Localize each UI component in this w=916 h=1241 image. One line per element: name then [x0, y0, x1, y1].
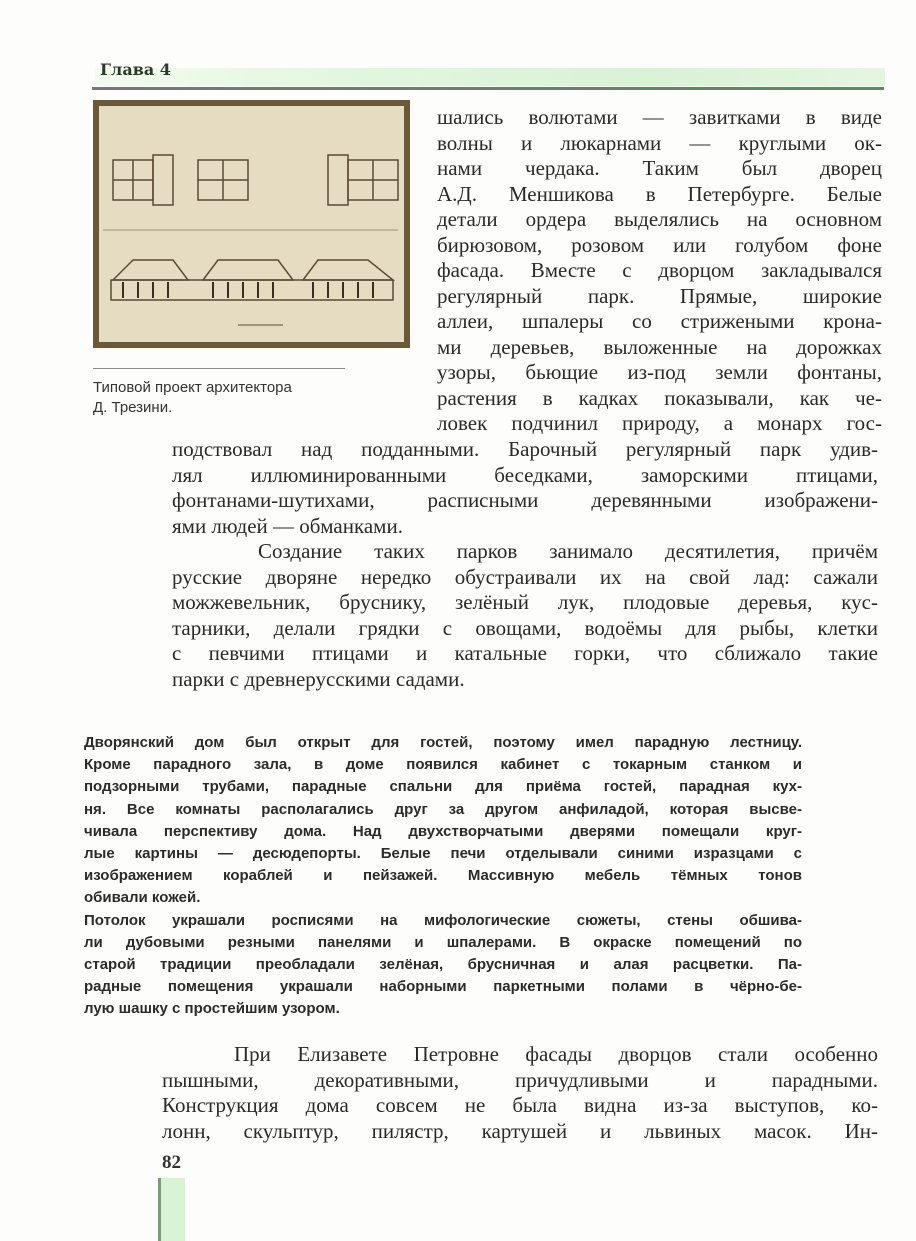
text-line: ня. Все комнаты располагались друг за другом анфиладой, которая высве- — [84, 800, 802, 818]
text-line: ловек подчинил природу, а монарх гос- — [437, 411, 882, 435]
header-band — [95, 68, 885, 86]
caption-rule — [93, 368, 345, 369]
text-line: узоры, бьющие из-под земли фонтаны, — [437, 360, 882, 384]
text-line: изображением кораблей и пейзажей. Массивную мебель тёмных тонов — [84, 867, 802, 885]
text-line: регулярный парк. Прямые, широкие — [437, 283, 882, 308]
text-line: обивали кожей. — [84, 889, 201, 907]
text-line: бирюзовом, розовом или голубом фоне — [437, 232, 882, 257]
text-line: Конструкция дома совсем не была видна из-за выступов, ко- — [162, 1093, 878, 1117]
text-line: растения в кадках показывали, как че- — [437, 385, 882, 410]
text-line: Кроме парадного зала, в доме появился кабинет с токарным станком и — [84, 756, 802, 774]
header-rule — [92, 87, 884, 90]
text-line: лую шашку с простейшим узором. — [84, 1000, 340, 1018]
text-line: пышными, декоративными, причудливыми и парадными. — [162, 1067, 878, 1092]
text-line: старой традиции преобладали зелёная, брусничная и алая расцветки. Па- — [84, 955, 802, 973]
text-line: ями людей — обманками. — [172, 513, 403, 538]
text-line: Дворянский дом был открыт для гостей, поэтому имел парадную лестницу. — [84, 734, 802, 751]
text-line: аллеи, шпалеры со стрижеными крона- — [437, 309, 882, 333]
text-line: При Елизавете Петровне фасады дворцов стали особенно — [234, 1042, 878, 1066]
text-line: лял иллюминированными беседками, заморскими птицами, — [172, 462, 878, 487]
chapter-title: Глава 4 — [100, 60, 171, 79]
text-line: фасада. Вместе с дворцом закладывался — [437, 258, 882, 282]
text-line: лые картины — десюдепорты. Белые печи отделывали синими изразцами с — [84, 844, 802, 862]
text-line: шались волютами — завитками в виде — [437, 105, 882, 129]
text-line: радные помещения украшали наборными паркетными полами в чёрно-бе- — [84, 978, 802, 996]
caption-line: Д. Трезини. — [93, 399, 173, 416]
text-line: подзорными трубами, парадные спальни для приёма гостей, парадная кух- — [84, 778, 802, 796]
info-box — [84, 732, 802, 1020]
text-line: А.Д. Меншикова в Петербурге. Белые — [437, 181, 882, 206]
text-line: фонтанами-шутихами, расписными деревянными изображени- — [172, 488, 878, 512]
page-number: 82 — [162, 1152, 181, 1173]
text-line: русские дворяне нередко обустраивали их на свой лад: сажали — [172, 564, 878, 589]
page-edge-band — [158, 1178, 185, 1241]
figure-caption — [93, 378, 292, 418]
text-line: Создание таких парков занимало десятилетия, причём — [258, 539, 878, 563]
text-line: парки с древнерусскими садами. — [172, 666, 465, 691]
text-line: чивала перспективу дома. Над двухстворчатыми дверями помещали круг- — [84, 822, 802, 840]
bottom-text — [162, 1042, 878, 1144]
text-line: детали ордера выделялись на основном — [437, 207, 882, 231]
text-line: волны и люкарнами — круглыми ок- — [437, 130, 882, 155]
right-column-text — [437, 105, 882, 437]
caption-line: Типовой проект архитектора — [93, 379, 292, 396]
text-line: ли дубовыми резными панелями и шпалерами. В окраске помещений по — [84, 933, 802, 951]
text-line: подствовал над подданными. Барочный регулярный парк удив- — [172, 437, 878, 461]
text-line: нами чердака. Таким был дворец — [437, 156, 882, 180]
text-line: тарники, делали грядки с овощами, водоёмы для рыбы, клетки — [172, 615, 878, 640]
text-line: Потолок украшали росписями на мифологические сюжеты, стены обшива- — [84, 911, 802, 929]
architecture-drawing-image — [93, 100, 410, 348]
text-line: можжевельник, бруснику, зелёный лук, плодовые деревья, кус- — [172, 590, 878, 614]
text-line: ми деревьев, выложенные на дорожках — [437, 334, 882, 359]
text-line: лонн, скульптур, пилястр, картушей и львиных масок. Ин- — [162, 1118, 878, 1143]
text-line: с певчими птицами и катальные горки, что сближало такие — [172, 641, 878, 665]
main-text — [172, 437, 878, 692]
